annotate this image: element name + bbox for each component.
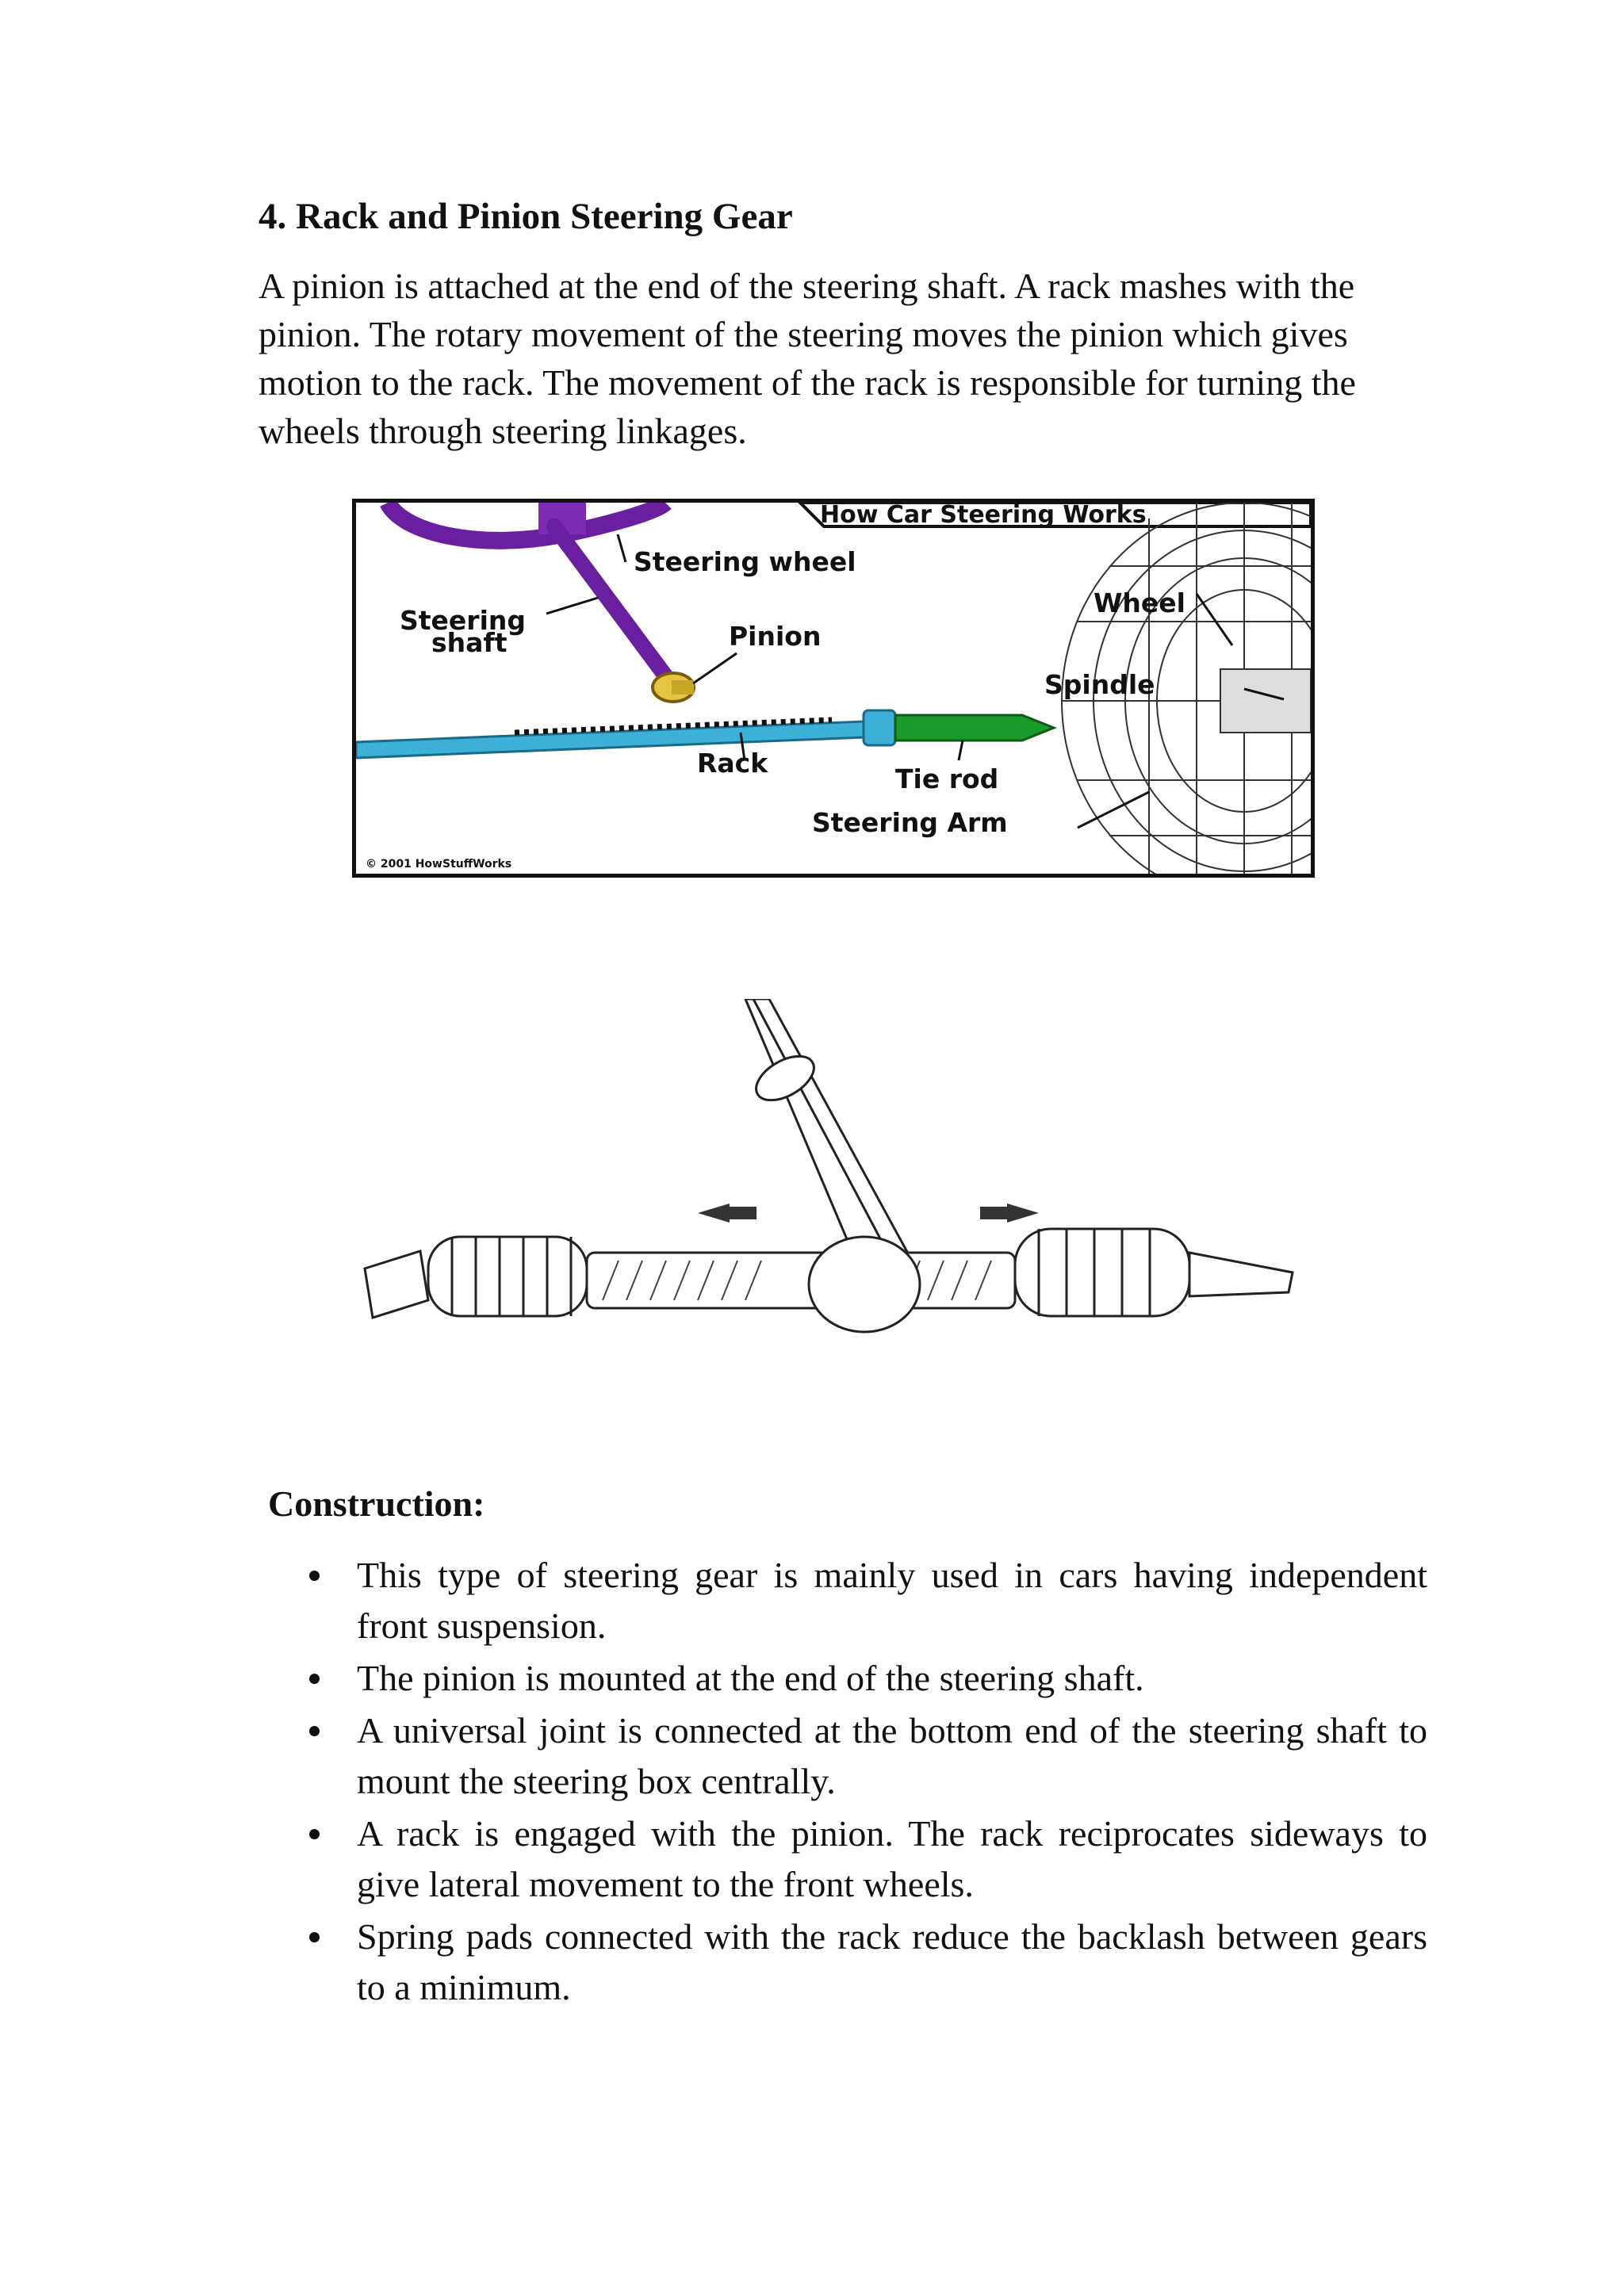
left-arrow-icon <box>698 1203 730 1223</box>
label-spindle: Spindle <box>1044 669 1155 700</box>
label-steering-shaft-2: shaft <box>431 627 508 658</box>
label-wheel: Wheel <box>1094 587 1185 618</box>
list-item: Spring pads connected with the rack reduce the backlash between gears to a minimum. <box>301 1911 1427 2013</box>
bullet-icon <box>309 1674 320 1684</box>
right-boot <box>1015 1229 1189 1316</box>
label-steering-arm: Steering Arm <box>812 807 1008 838</box>
label-steering-shaft-1: Steering <box>400 605 527 636</box>
list-item: This type of steering gear is mainly used in cars having independent front suspension. <box>301 1550 1427 1651</box>
right-tie-rod <box>1189 1253 1293 1296</box>
section-heading: 4. Rack and Pinion Steering Gear <box>259 196 793 237</box>
left-tie-rod <box>365 1251 428 1318</box>
list-item: A universal joint is connected at the bottom end of the steering shaft to mount the steering box centrally. <box>301 1705 1427 1807</box>
intro-paragraph: A pinion is attached at the end of the steering shaft. A rack mashes with the pinion. The rotary movement of the steering moves the pinion which gives motion to the rack. The movement of the rack is responsible for turning the wheels through steering linkages. <box>259 266 1356 451</box>
construction-heading: Construction: <box>268 1483 485 1524</box>
list-item: A rack is engaged with the pinion. The rack reciprocates sideways to give lateral movement to the front wheels. <box>301 1808 1427 1910</box>
copyright-text: © 2001 HowStuffWorks <box>366 858 512 871</box>
label-rack: Rack <box>697 748 768 779</box>
rack-pinion-drawing <box>357 999 1308 1364</box>
pinion-body <box>809 1237 920 1332</box>
right-arrow-icon <box>1007 1203 1039 1223</box>
bullet-icon <box>309 1829 320 1839</box>
label-steering-wheel: Steering wheel <box>634 546 856 577</box>
tie-rod <box>895 715 1054 740</box>
label-pinion: Pinion <box>729 621 822 652</box>
left-boot <box>428 1237 587 1316</box>
construction-list <box>301 1550 1427 2015</box>
bullet-icon <box>309 1932 320 1942</box>
steering-wheel-rim <box>388 503 665 541</box>
bullet-icon <box>309 1571 320 1581</box>
bullet-icon <box>309 1726 320 1736</box>
diagram-title: How Car Steering Works <box>820 503 1147 529</box>
spindle-hub <box>1220 669 1311 733</box>
steering-diagram <box>352 499 1315 878</box>
list-item: The pinion is mounted at the end of the steering shaft. <box>301 1653 1427 1704</box>
label-tie-rod: Tie rod <box>895 763 999 794</box>
